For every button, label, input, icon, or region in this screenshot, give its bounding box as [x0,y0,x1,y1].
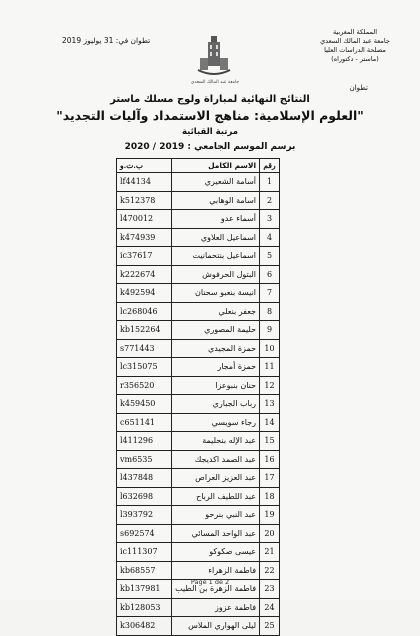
cell-name: عبد العزيز العراص [171,469,260,488]
table-row [117,432,280,451]
cell-code: lc315075 [117,358,172,377]
logo-caption: جامعة عبد المالك السعدي [190,80,240,85]
cell-name: أسامة الشعيري [171,173,260,192]
table-row [117,191,280,210]
cell-name: فاطمة الزهراء [171,561,260,580]
cell-code: l437848 [117,469,172,488]
cell-name: حمزة المجيدي [171,339,260,358]
table-row [117,598,280,617]
cell-name: عبد الإله بنحليمة [171,432,260,451]
cell-code: l411296 [117,432,172,451]
cell-name: اسماعيل بنتحمانيت [171,247,260,266]
cell-code: l393792 [117,506,172,525]
cell-name: عبد الصمد اكديجك [171,450,260,469]
cell-code: k512378 [117,191,172,210]
cell-code: k459450 [117,395,172,414]
table-row [117,284,280,303]
table-row [117,487,280,506]
cell-name: انيسة بنعبو سحنان [171,284,260,303]
institution-line: جامعة عبد المالك السعدي [320,37,390,45]
cell-rank: 6 [260,265,280,284]
cell-code: s692574 [117,524,172,543]
table-row [117,228,280,247]
cell-rank: 25 [260,617,280,636]
cell-code: ic37617 [117,247,172,266]
cell-code: k222674 [117,265,172,284]
cell-code: l470012 [117,210,172,229]
header-name: الاسم الكامل [171,159,260,173]
doc-title-line3: مرتبة القبائية [181,127,239,137]
cell-name: ليلى الهواري الملاس [171,617,260,636]
cell-code: vm6535 [117,450,172,469]
cell-rank: 22 [260,561,280,580]
cell-rank: 20 [260,524,280,543]
header-rank: رقم [260,159,280,173]
cell-rank: 15 [260,432,280,451]
cell-code: k306482 [117,617,172,636]
university-logo [196,34,232,80]
cell-code: c651141 [117,413,172,432]
table-row [117,339,280,358]
page-footer: Page 1 de 2 [190,578,230,586]
cell-rank: 11 [260,358,280,377]
cell-code: l632698 [117,487,172,506]
cell-rank: 4 [260,228,280,247]
cell-name: عبد اللطيف الرباح [171,487,260,506]
table-row [117,321,280,340]
table-row [117,413,280,432]
table-row [117,210,280,229]
cell-code: kb68557 [117,561,172,580]
cell-code: lf44134 [117,173,172,192]
table-row [117,395,280,414]
cell-rank: 1 [260,173,280,192]
institution-line: المملكة المغربية [332,28,378,36]
cell-rank: 7 [260,284,280,303]
city-name: تطوان [349,84,368,92]
doc-title-line1: النتائج النهائية لمباراة ولوج مسلك ماستر [110,94,310,105]
table-row [117,265,280,284]
cell-name: فاطمة عزوز [171,598,260,617]
cell-name: أسماء عدو [171,210,260,229]
cell-rank: 21 [260,543,280,562]
cell-rank: 17 [260,469,280,488]
institution-line: (ماستر - دكتوراه) [331,55,379,63]
table-header-row [117,159,280,173]
cell-rank: 23 [260,580,280,599]
cell-code: k492594 [117,284,172,303]
cell-rank: 9 [260,321,280,340]
table-row [117,469,280,488]
cell-rank: 5 [260,247,280,266]
cell-name: جعفر بنعلي [171,302,260,321]
cell-rank: 13 [260,395,280,414]
table-row [117,173,280,192]
table-row [117,450,280,469]
cell-rank: 18 [260,487,280,506]
cell-name: فاطمة الزهرة بن الطيب [171,580,260,599]
header-code: ب.ت.و [117,159,172,173]
cell-code: s771443 [117,339,172,358]
table-row [117,524,280,543]
cell-code: kb128053 [117,598,172,617]
doc-title-program: "العلوم الإسلامية: مناهج الاستمداد وآليات التجديد" [56,108,364,123]
cell-name: عبد الواحد المسائي [171,524,260,543]
cell-rank: 10 [260,339,280,358]
cell-rank: 3 [260,210,280,229]
table-row [117,358,280,377]
cell-name: حمزة أمجار [171,358,260,377]
cell-name: اسماعيل العلاوي [171,228,260,247]
table-row [117,302,280,321]
doc-title-season: برسم الموسم الجامعي : 2019 / 2020 [124,142,296,152]
header-date: تطوان في: 31 يوليوز 2019 [62,36,151,45]
cell-rank: 12 [260,376,280,395]
cell-code: k474939 [117,228,172,247]
cell-name: عيسى صكوكو [171,543,260,562]
cell-rank: 2 [260,191,280,210]
table-row [117,617,280,636]
cell-name: رجاء سويسي [171,413,260,432]
results-table [116,158,280,636]
cell-name: رباب الجباري [171,395,260,414]
cell-rank: 16 [260,450,280,469]
table-row [117,561,280,580]
cell-code: kb152264 [117,321,172,340]
cell-rank: 14 [260,413,280,432]
cell-code: r356520 [117,376,172,395]
cell-code: ic111307 [117,543,172,562]
cell-name: البتول الحرفوش [171,265,260,284]
cell-name: اسامة الوهابي [171,191,260,210]
cell-name: حليمة المصوري [171,321,260,340]
table-row [117,506,280,525]
table-row [117,543,280,562]
cell-code: kb137981 [117,580,172,599]
table-row [117,247,280,266]
table-row [117,376,280,395]
cell-rank: 24 [260,598,280,617]
cell-rank: 8 [260,302,280,321]
cell-code: lc268046 [117,302,172,321]
institution-block [310,28,400,64]
cell-name: حنان بنبوعزا [171,376,260,395]
institution-line: مصلحة الدراسات العليا [324,46,386,54]
cell-rank: 19 [260,506,280,525]
cell-name: عبد النبي بنرحو [171,506,260,525]
